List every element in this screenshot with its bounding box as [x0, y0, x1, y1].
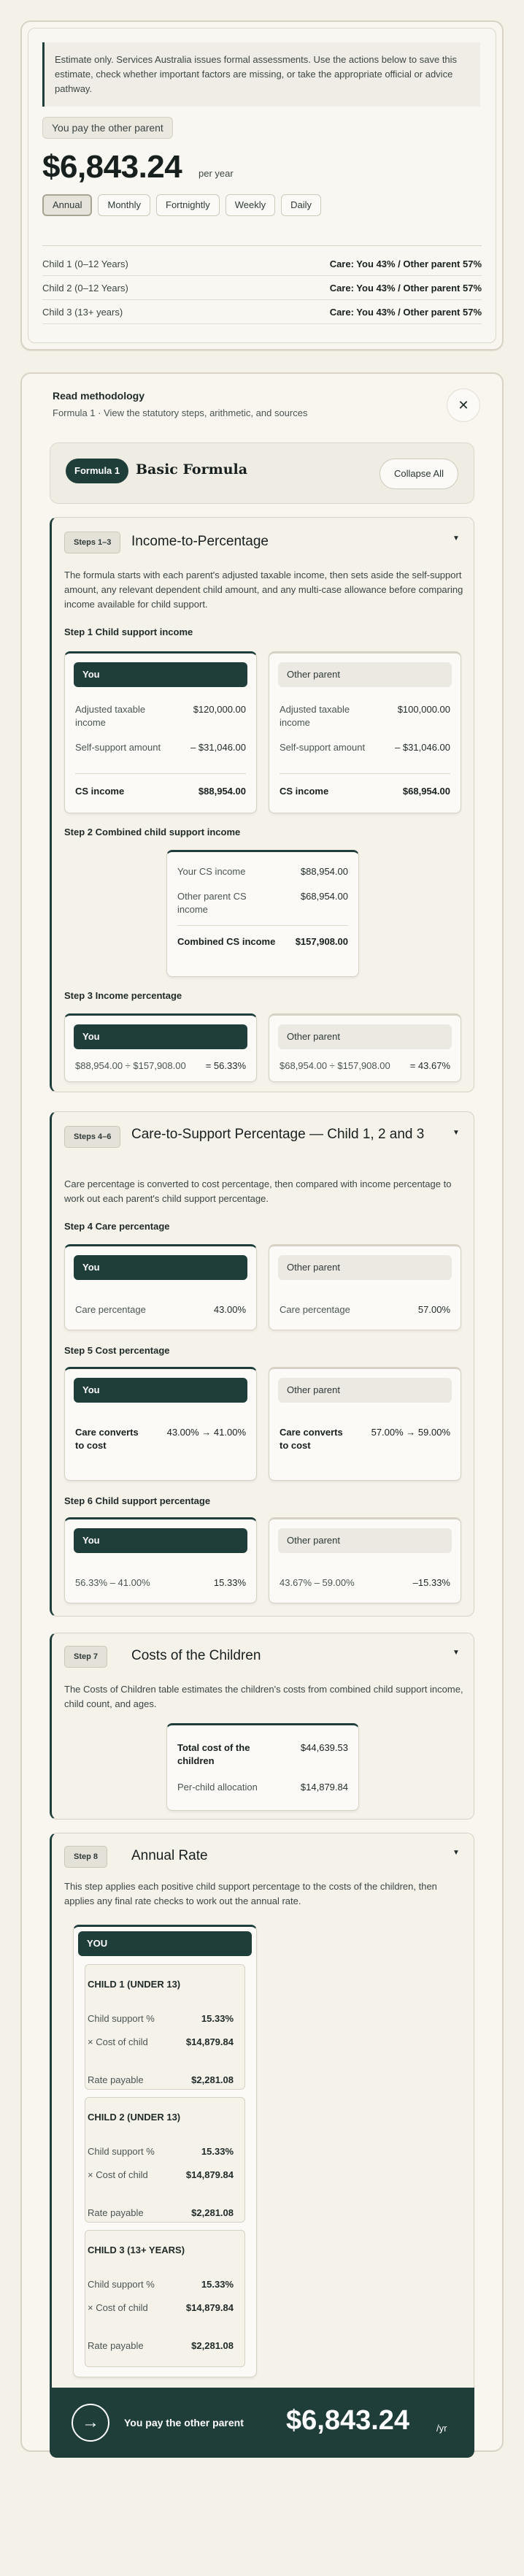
- card-header-you: You: [74, 1255, 247, 1280]
- step-title[interactable]: Costs of the Children: [131, 1648, 261, 1663]
- cost-percentage-row: Care converts to cost 43.00% → 41.00%: [75, 1427, 246, 1451]
- child-care-value: Care: You 43% / Other parent 57%: [329, 307, 482, 318]
- you-cs-percentage-card: [64, 1517, 257, 1603]
- close-icon: ✕: [458, 398, 469, 413]
- frequency-annual-button[interactable]: Annual: [42, 194, 92, 216]
- care-percentage-row: Care percentage 43.00%: [75, 1304, 246, 1315]
- child-rate-title: CHILD 3 (13+ YEARS): [88, 2245, 185, 2255]
- costs-card: [166, 1723, 359, 1811]
- other-cost-card: [269, 1367, 461, 1481]
- costs-row: Per-child allocation $14,879.84: [177, 1782, 348, 1793]
- income-row: CS income $88,954.00: [75, 786, 246, 797]
- card-header-you: You: [74, 662, 247, 687]
- card-header-other: Other parent: [278, 1255, 452, 1280]
- chevron-down-icon[interactable]: ▼: [452, 534, 460, 543]
- frequency-weekly-button[interactable]: Weekly: [226, 194, 275, 216]
- step-title[interactable]: Care-to-Support Percentage — Child 1, 2 and 3: [131, 1127, 425, 1142]
- rate-row: × Cost of child $14,879.84: [88, 2302, 234, 2313]
- estimate-notice: Estimate only. Services Australia issues formal assessments. Use the actions below to save this estimate, check whether important factors are missing, or take the appropriate official or advice pathway.: [42, 42, 480, 107]
- divider: [177, 925, 348, 926]
- step-description: Care percentage is converted to cost percentage, then compared with income percentage to work out each parent's child support percentage.: [64, 1178, 452, 1204]
- child-care-value: Care: You 43% / Other parent 57%: [329, 283, 482, 294]
- frequency-monthly-button[interactable]: Monthly: [98, 194, 150, 216]
- child-label: Child 3 (13+ years): [42, 307, 123, 318]
- frequency-daily-button[interactable]: Daily: [281, 194, 321, 216]
- step-description: This step applies each positive child support percentage to the costs of the children, then applies any final rate checks to work out the annual rate.: [64, 1881, 437, 1906]
- step-subheading: Step 1 Child support income: [64, 626, 193, 637]
- card-header-other: Other parent: [278, 1024, 452, 1049]
- cost-percentage-row: Care converts to cost 57.00% → 59.00%: [280, 1427, 450, 1451]
- care-percentage-row: Care percentage 57.00%: [280, 1304, 450, 1315]
- divider: [75, 773, 246, 774]
- step-subheading: Step 2 Combined child support income: [64, 827, 241, 837]
- other-cs-percentage-card: [269, 1517, 461, 1603]
- combined-row: Combined CS income $157,908.00: [177, 936, 348, 947]
- step-title[interactable]: Income-to-Percentage: [131, 534, 269, 549]
- step-badge: Steps 1–3: [64, 532, 120, 553]
- rate-row: × Cost of child $14,879.84: [88, 2036, 234, 2047]
- chevron-down-icon[interactable]: ▼: [452, 1649, 460, 1657]
- income-row: Self-support amount – $31,046.00: [280, 742, 450, 753]
- child-care-value: Care: You 43% / Other parent 57%: [329, 258, 482, 269]
- close-methodology-button[interactable]: [447, 388, 480, 422]
- income-row: Adjusted taxable income $100,000.00: [280, 704, 450, 728]
- you-income-percentage-card: [64, 1013, 257, 1082]
- step-description: The formula starts with each parent's adjusted taxable income, then sets aside the self-support amount, any relevant dependent child amount, and any multi-case allowance before comparing income available for child support.: [64, 570, 463, 610]
- frequency-fortnightly-button[interactable]: Fortnightly: [156, 194, 220, 216]
- combined-income-card: [166, 850, 359, 977]
- rate-row: Rate payable $2,281.08: [88, 2074, 234, 2085]
- per-year-label: per year: [199, 168, 234, 179]
- rate-row: Child support % 15.33%: [88, 2013, 234, 2024]
- other-income-percentage-card: [269, 1013, 461, 1082]
- care-row: [42, 276, 482, 300]
- step-badge: Steps 4–6: [64, 1126, 120, 1148]
- care-row: [42, 300, 482, 324]
- combined-row: Your CS income $88,954.00: [177, 866, 348, 877]
- child-label: Child 2 (0–12 Years): [42, 283, 128, 294]
- arrow-right-icon: →: [72, 2404, 109, 2442]
- income-row: Self-support amount – $31,046.00: [75, 742, 246, 753]
- card-header-you: YOU: [78, 1931, 252, 1956]
- costs-row: Total cost of the children $44,639.53: [177, 1742, 348, 1766]
- card-header-other: Other parent: [278, 1378, 452, 1403]
- final-result-bar: [50, 2388, 474, 2458]
- you-cost-card: [64, 1367, 257, 1481]
- other-income-card: [269, 651, 461, 813]
- step-subheading: Step 4 Care percentage: [64, 1221, 170, 1232]
- step-subheading: Step 3 Income percentage: [64, 990, 182, 1001]
- step-subheading: Step 5 Cost percentage: [64, 1345, 170, 1356]
- you-income-card: [64, 651, 257, 813]
- formula-name: Basic Formula: [136, 461, 248, 478]
- rate-row: Child support % 15.33%: [88, 2279, 234, 2290]
- card-header-you: You: [74, 1024, 247, 1049]
- percentage-row: $68,954.00 ÷ $157,908.00 = 43.67%: [280, 1060, 450, 1071]
- final-result-label: You pay the other parent: [124, 2417, 244, 2429]
- cs-percentage-row: 43.67% – 59.00% –15.33%: [280, 1577, 450, 1588]
- methodology-subtitle: Formula 1 · View the statutory steps, arithmetic, and sources: [53, 407, 308, 418]
- formula-pill: Formula 1: [66, 459, 128, 483]
- other-care-card: [269, 1244, 461, 1330]
- card-header-you: You: [74, 1378, 247, 1403]
- care-table: [42, 245, 482, 324]
- step-badge: Step 8: [64, 1846, 107, 1868]
- final-result-amount: $6,843.24: [286, 2405, 410, 2436]
- frequency-selector: [42, 194, 321, 216]
- rate-row: Rate payable $2,281.08: [88, 2340, 234, 2351]
- card-header-other: Other parent: [278, 662, 452, 687]
- divider: [280, 773, 450, 774]
- step-badge: Step 7: [64, 1646, 107, 1668]
- chevron-down-icon[interactable]: ▼: [452, 1129, 460, 1137]
- income-row: Adjusted taxable income $120,000.00: [75, 704, 246, 728]
- percentage-row: $88,954.00 ÷ $157,908.00 = 56.33%: [75, 1060, 246, 1071]
- rate-row: Child support % 15.33%: [88, 2146, 234, 2157]
- step-description: The Costs of Children table estimates the children's costs from combined child support income, child count, and ages.: [64, 1684, 463, 1709]
- combined-row: Other parent CS income $68,954.00: [177, 891, 348, 915]
- card-header-you: You: [74, 1528, 247, 1553]
- payer-chip: You pay the other parent: [42, 117, 173, 139]
- step-subheading: Step 6 Child support percentage: [64, 1495, 211, 1506]
- estimate-amount: $6,843.24: [42, 149, 182, 185]
- chevron-down-icon[interactable]: ▼: [452, 1849, 460, 1857]
- cs-percentage-row: 56.33% – 41.00% 15.33%: [75, 1577, 246, 1588]
- child-label: Child 1 (0–12 Years): [42, 258, 128, 269]
- methodology-title: Read methodology: [53, 390, 145, 402]
- rate-row: × Cost of child $14,879.84: [88, 2169, 234, 2180]
- child-rate-title: CHILD 2 (UNDER 13): [88, 2112, 181, 2123]
- collapse-all-button[interactable]: Collapse All: [379, 459, 458, 489]
- care-row: [42, 252, 482, 276]
- final-result-suffix: /yr: [436, 2423, 447, 2434]
- child-rate-title: CHILD 1 (UNDER 13): [88, 1979, 181, 1990]
- rate-row: Rate payable $2,281.08: [88, 2207, 234, 2218]
- income-row: CS income $68,954.00: [280, 786, 450, 797]
- care-divider: [42, 245, 482, 246]
- step-title[interactable]: Annual Rate: [131, 1848, 208, 1863]
- card-header-other: Other parent: [278, 1528, 452, 1553]
- you-care-card: [64, 1244, 257, 1330]
